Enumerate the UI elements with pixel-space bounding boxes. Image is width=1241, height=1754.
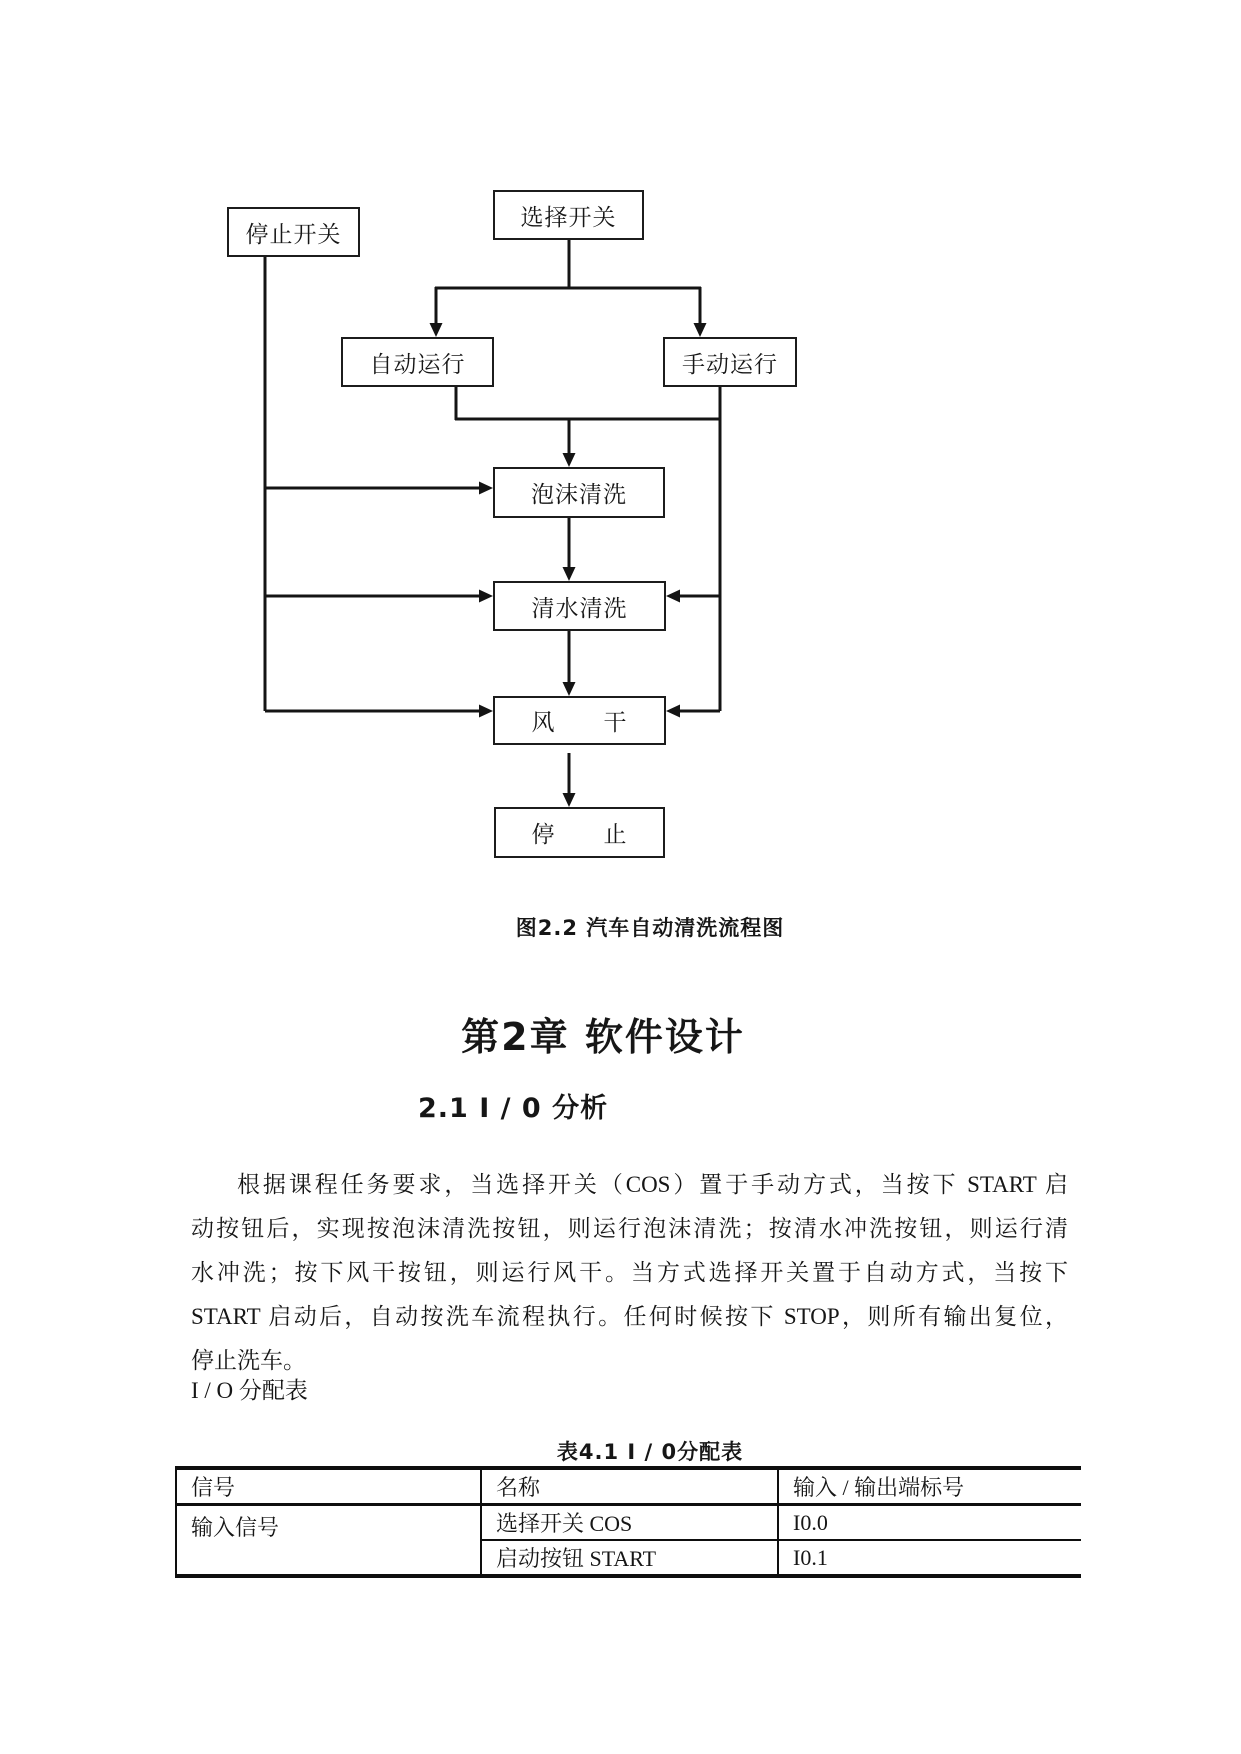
flowchart-node-select-switch: 选择开关	[493, 190, 644, 240]
cell-terminal: I0.0	[778, 1505, 1081, 1541]
table-header-row	[176, 1468, 1081, 1505]
header-cell-signal: 信号	[176, 1468, 481, 1505]
table-row	[176, 1505, 1081, 1541]
cell-terminal: I0.1	[778, 1540, 1081, 1576]
flowchart-node-water-wash: 清水清洗	[493, 581, 666, 631]
section-heading: 2.1 I / 0 分析	[418, 1093, 609, 1124]
paragraph-line: 根据课程任务要求，当选择开关（COS）置于手动方式，当按下 START 启	[237, 1172, 1068, 1197]
io-allocation-label: I / O 分配表	[191, 1378, 308, 1403]
io-allocation-table	[175, 1466, 1081, 1578]
flowchart-node-foam-wash: 泡沫清洗	[493, 467, 665, 518]
body-paragraph	[191, 1163, 1068, 1383]
flowchart-node-stop: 停 止	[494, 807, 665, 858]
flowchart-node-air-dry: 风 干	[493, 696, 666, 745]
paragraph-line: 动按钮后，实现按泡沫清洗按钮，则运行泡沫清洗；按清水冲洗按钮，则运行清	[191, 1216, 1068, 1241]
flowchart-node-manual-run: 手动运行	[663, 337, 797, 387]
chapter-heading: 第2章 软件设计	[461, 1015, 745, 1059]
cell-signal-type: 输入信号	[191, 1515, 280, 1540]
cell-name: 启动按钮 START	[481, 1540, 778, 1576]
paragraph-line: 水冲洗；按下风干按钮，则运行风干。当方式选择开关置于自动方式，当按下	[191, 1260, 1068, 1285]
cell-name: 选择开关 COS	[481, 1505, 778, 1541]
paragraph-line: START 启动后，自动按洗车流程执行。任何时候按下 STOP，则所有输出复位，	[191, 1304, 1068, 1329]
paragraph-line: 停止洗车。	[191, 1348, 306, 1373]
header-cell-name: 名称	[481, 1468, 778, 1505]
flowchart-node-auto-run: 自动运行	[341, 337, 494, 387]
table-caption: 表4.1 I / 0分配表	[556, 1440, 744, 1464]
header-cell-terminal: 输入 / 输出端标号	[778, 1468, 1081, 1505]
figure-caption: 图2.2 汽车自动清洗流程图	[515, 916, 785, 940]
flowchart-node-stop-switch: 停止开关	[227, 207, 360, 257]
